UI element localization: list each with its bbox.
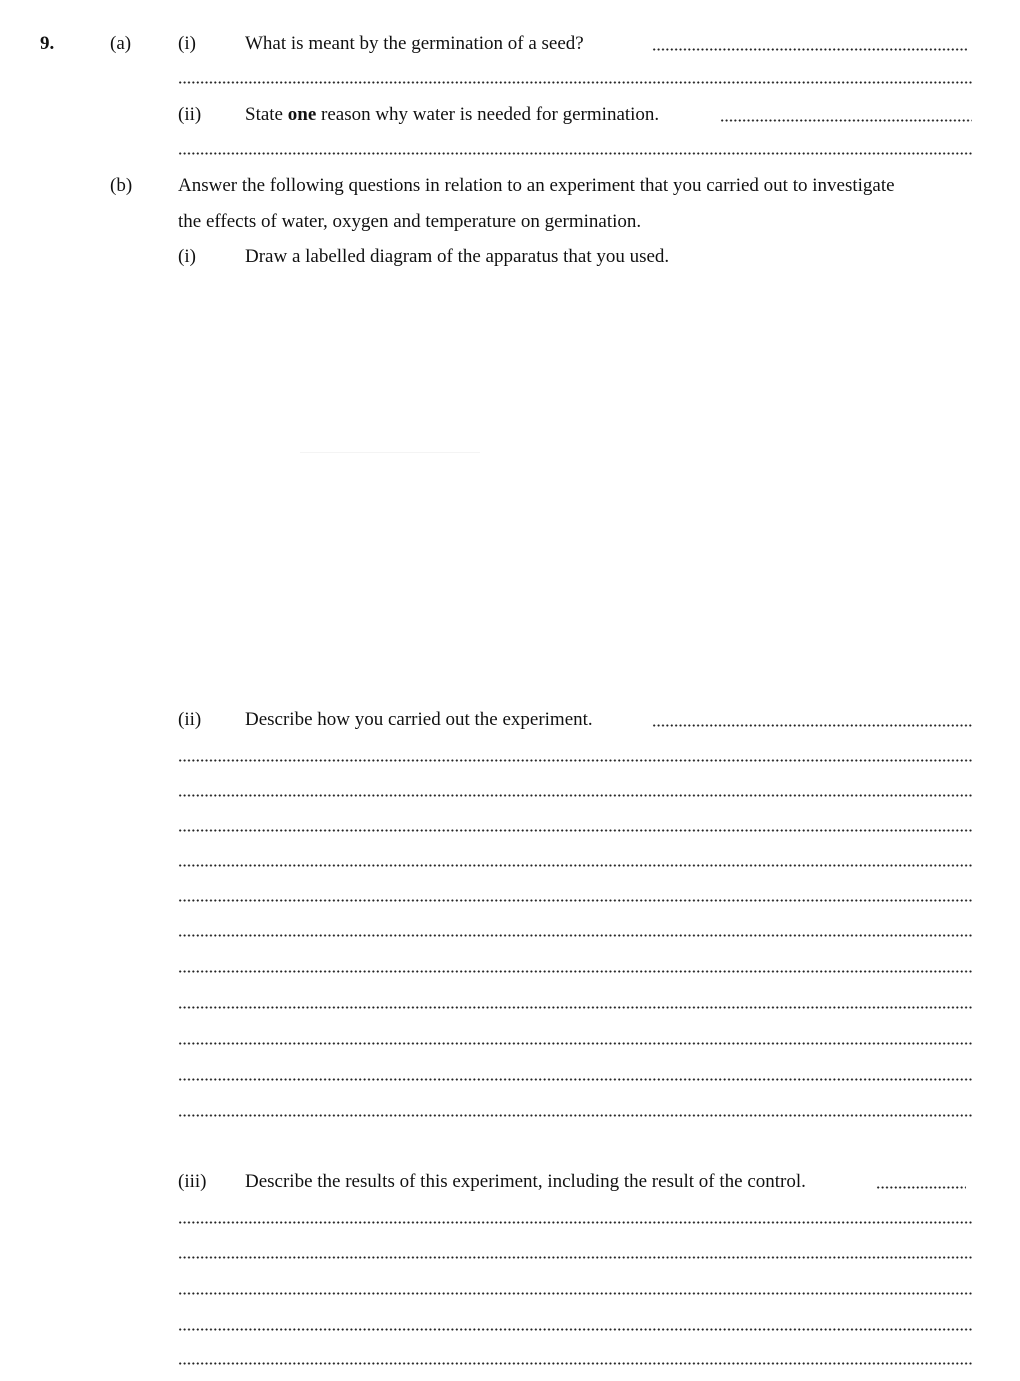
answer-line-b-ii-3[interactable] [178, 829, 972, 832]
answer-line-b-iii-3[interactable] [178, 1292, 972, 1295]
part-a-i-question: What is meant by the germination of a seed? [245, 33, 584, 54]
answer-line-a-i-1[interactable] [652, 48, 967, 51]
part-b-intro-line-2: the effects of water, oxygen and temperature on germination. [178, 211, 642, 232]
part-b-iii-question: Describe the results of this experiment, including the result of the control. [245, 1171, 806, 1192]
part-b-i-question: Draw a labelled diagram of the apparatus that you used. [245, 246, 670, 267]
answer-line-b-ii-6[interactable] [178, 934, 972, 937]
answer-line-b-ii-8[interactable] [178, 1006, 972, 1009]
answer-line-b-ii-7[interactable] [178, 970, 972, 973]
question-number: 9. [40, 33, 55, 54]
part-b-i-label: (i) [178, 246, 196, 267]
diagram-space-mark [300, 452, 480, 453]
answer-line-b-iii-0[interactable] [876, 1186, 966, 1189]
part-b-intro-line-1: Answer the following questions in relation to an experiment that you carried out to investigate [178, 175, 895, 196]
answer-line-b-ii-11[interactable] [178, 1114, 972, 1117]
answer-line-a-ii-2[interactable] [178, 152, 972, 155]
answer-line-b-ii-10[interactable] [178, 1078, 972, 1081]
answer-line-a-i-2[interactable] [178, 81, 972, 84]
part-a-i-label: (i) [178, 33, 196, 54]
answer-line-b-ii-5[interactable] [178, 899, 972, 902]
part-b-label: (b) [110, 175, 133, 196]
part-a-ii-label: (ii) [178, 104, 202, 125]
answer-line-b-iii-2[interactable] [178, 1256, 972, 1259]
part-a-label: (a) [110, 33, 132, 54]
emphasis-one: one [287, 104, 317, 125]
part-b-iii-label: (iii) [178, 1171, 207, 1192]
answer-line-b-ii-1[interactable] [178, 759, 972, 762]
answer-line-b-iii-4[interactable] [178, 1328, 972, 1331]
part-a-ii-question: State one reason why water is needed for germination. [245, 104, 660, 125]
answer-line-b-ii-2[interactable] [178, 794, 972, 797]
answer-line-b-iii-1[interactable] [178, 1221, 972, 1224]
part-b-ii-label: (ii) [178, 709, 202, 730]
answer-line-a-ii-1[interactable] [720, 119, 972, 122]
part-b-ii-question: Describe how you carried out the experiment. [245, 709, 593, 730]
answer-line-b-iii-5[interactable] [178, 1362, 972, 1365]
answer-line-b-ii-9[interactable] [178, 1042, 972, 1045]
answer-line-b-ii-0[interactable] [652, 724, 972, 727]
answer-line-b-ii-4[interactable] [178, 864, 972, 867]
